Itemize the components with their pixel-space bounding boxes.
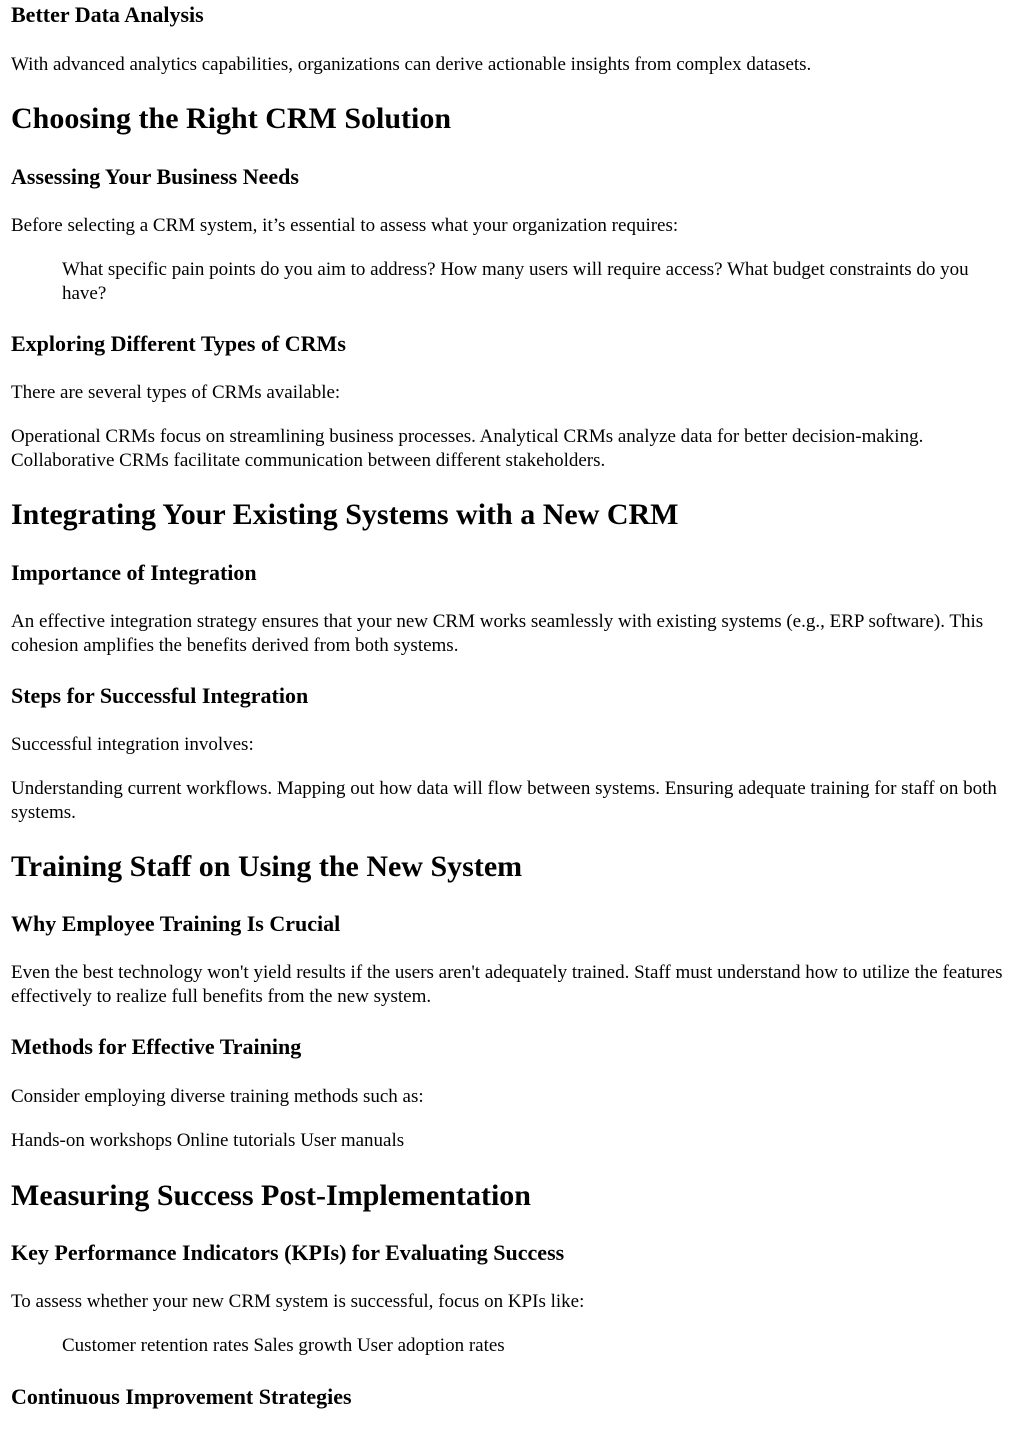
title-integrating-systems: Integrating Your Existing Systems with a New CRM	[11, 498, 679, 531]
paragraph-methods-list: Hands-on workshops Online tutorials User manuals	[11, 1130, 405, 1151]
heading-assessing-needs: Assessing Your Business Needs	[11, 164, 299, 189]
paragraph-steps-intro: Successful integration involves:	[11, 734, 254, 755]
paragraph-kpi-intro: To assess whether your new CRM system is successful, focus on KPIs like:	[11, 1291, 585, 1312]
paragraph-types-intro: There are several types of CRMs available:	[11, 382, 341, 403]
title-choosing-crm: Choosing the Right CRM Solution	[11, 102, 452, 135]
heading-steps-integration: Steps for Successful Integration	[11, 683, 309, 708]
quote-kpi-list: Customer retention rates Sales growth User adoption rates	[62, 1335, 505, 1356]
paragraph-assessing-intro: Before selecting a CRM system, it’s essential to assess what your organization requires:	[11, 215, 679, 236]
paragraph-why-training: Even the best technology won't yield results if the users aren't adequately trained. Staff must understand how to utilize the features effectively to realize full benefits from the new system.	[11, 962, 1003, 1007]
heading-types-of-crms: Exploring Different Types of CRMs	[11, 331, 346, 356]
paragraph-steps-list: Understanding current workflows. Mapping out how data will flow between systems. Ensuring adequate training for staff on both systems.	[11, 778, 997, 823]
title-training-staff: Training Staff on Using the New System	[11, 850, 523, 883]
heading-methods-training: Methods for Effective Training	[11, 1034, 302, 1059]
heading-continuous-improvement: Continuous Improvement Strategies	[11, 1384, 352, 1409]
heading-importance-of-integration: Importance of Integration	[11, 560, 257, 585]
heading-why-training: Why Employee Training Is Crucial	[11, 911, 341, 936]
heading-kpis: Key Performance Indicators (KPIs) for Evaluating Success	[11, 1240, 565, 1265]
paragraph-importance-of-integration: An effective integration strategy ensures that your new CRM works seamlessly with existing systems (e.g., ERP software). This cohesion amplifies the benefits derived from both systems.	[11, 611, 984, 656]
paragraph-better-data-analysis: With advanced analytics capabilities, organizations can derive actionable insights from complex datasets.	[11, 54, 812, 75]
quote-assessing-questions: What specific pain points do you aim to address? How many users will require access? What budget constraints do you have?	[62, 259, 969, 304]
title-measuring-success: Measuring Success Post-Implementation	[11, 1179, 531, 1212]
paragraph-types-list: Operational CRMs focus on streamlining business processes. Analytical CRMs analyze data for better decision-making. Collaborative CRMs facilitate communication between different stakeholders.	[11, 426, 924, 471]
paragraph-methods-intro: Consider employing diverse training methods such as:	[11, 1086, 424, 1107]
heading-better-data-analysis: Better Data Analysis	[11, 2, 204, 27]
